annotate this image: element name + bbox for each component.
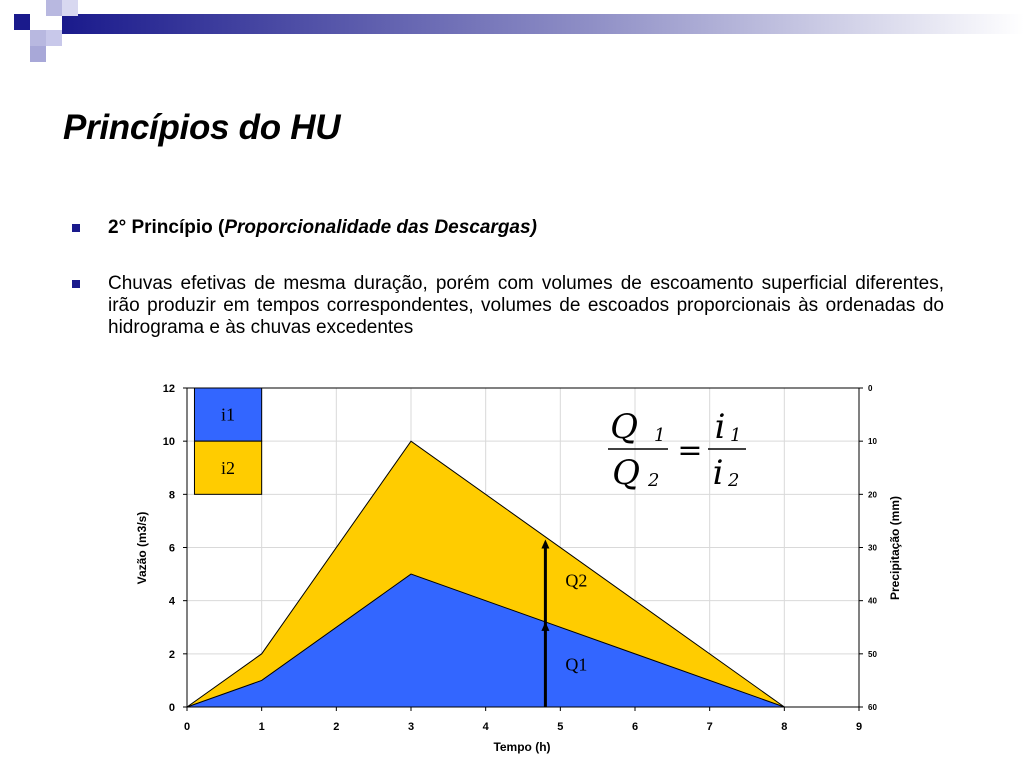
y-tick-label: 12 — [162, 383, 175, 395]
bullet-explanation: Chuvas efetivas de mesma duração, porém com volumes de escoamento superficial diferentes, irão produzir em tempos correspondentes, volumes de escoados proporcionais às ordenadas do hidrograma e às chuvas excedentes — [108, 273, 944, 338]
y-tick-label: 8 — [168, 489, 175, 502]
y-tick-label: 6 — [168, 542, 175, 555]
x-tick-label: 5 — [557, 721, 564, 733]
bullet-principle-subtitle: Proporcionalidade das Descargas) — [224, 217, 537, 238]
x-tick-label: 8 — [781, 721, 788, 733]
y2-tick-label: 10 — [868, 437, 877, 447]
bullet-principle-lead: 2° Princípio ( — [108, 217, 225, 238]
eq-denominator-right: i — [712, 453, 724, 493]
equation — [608, 407, 746, 493]
y2-tick-label: 20 — [868, 490, 877, 500]
x-tick-label: 0 — [183, 721, 191, 733]
label-q2: Q2 — [565, 570, 588, 591]
eq-sub-4: 2 — [728, 470, 740, 491]
y2-tick-label: 30 — [868, 543, 877, 553]
y-tick-label: 0 — [168, 702, 175, 714]
label-i2: i2 — [221, 457, 236, 478]
x-tick-label: 3 — [407, 721, 415, 733]
y2-tick-label: 40 — [868, 596, 877, 606]
y2-tick-label: 0 — [868, 384, 873, 393]
x-tick-label: 6 — [631, 721, 639, 733]
x-tick-label: 7 — [706, 721, 713, 733]
y2-axis-title: Precipitação (mm) — [888, 495, 902, 601]
label-q1: Q1 — [565, 654, 588, 675]
x-tick-label: 2 — [333, 721, 340, 733]
x-tick-label: 9 — [855, 721, 863, 733]
x-axis-title: Tempo (h) — [493, 740, 551, 754]
x-tick-label: 1 — [258, 721, 265, 733]
x-tick-label: 4 — [482, 721, 489, 733]
y2-tick-label: 60 — [868, 703, 877, 712]
y-tick-label: 10 — [162, 436, 175, 449]
eq-equals: = — [677, 433, 703, 468]
y-tick-label: 4 — [168, 595, 175, 608]
eq-sub-2: 2 — [648, 470, 660, 491]
y-axis-title: Vazão (m3/s) — [135, 511, 149, 585]
y2-tick-label: 50 — [868, 649, 877, 659]
label-i1: i1 — [221, 404, 236, 425]
eq-sub-1: 1 — [654, 425, 666, 446]
eq-numerator-right: i — [714, 407, 726, 447]
y-tick-label: 2 — [168, 648, 175, 661]
eq-sub-3: 1 — [730, 425, 742, 446]
slide-title: Princípios do HU — [63, 108, 341, 147]
eq-denominator-left: Q — [612, 453, 640, 493]
eq-numerator-left: Q — [610, 407, 638, 447]
